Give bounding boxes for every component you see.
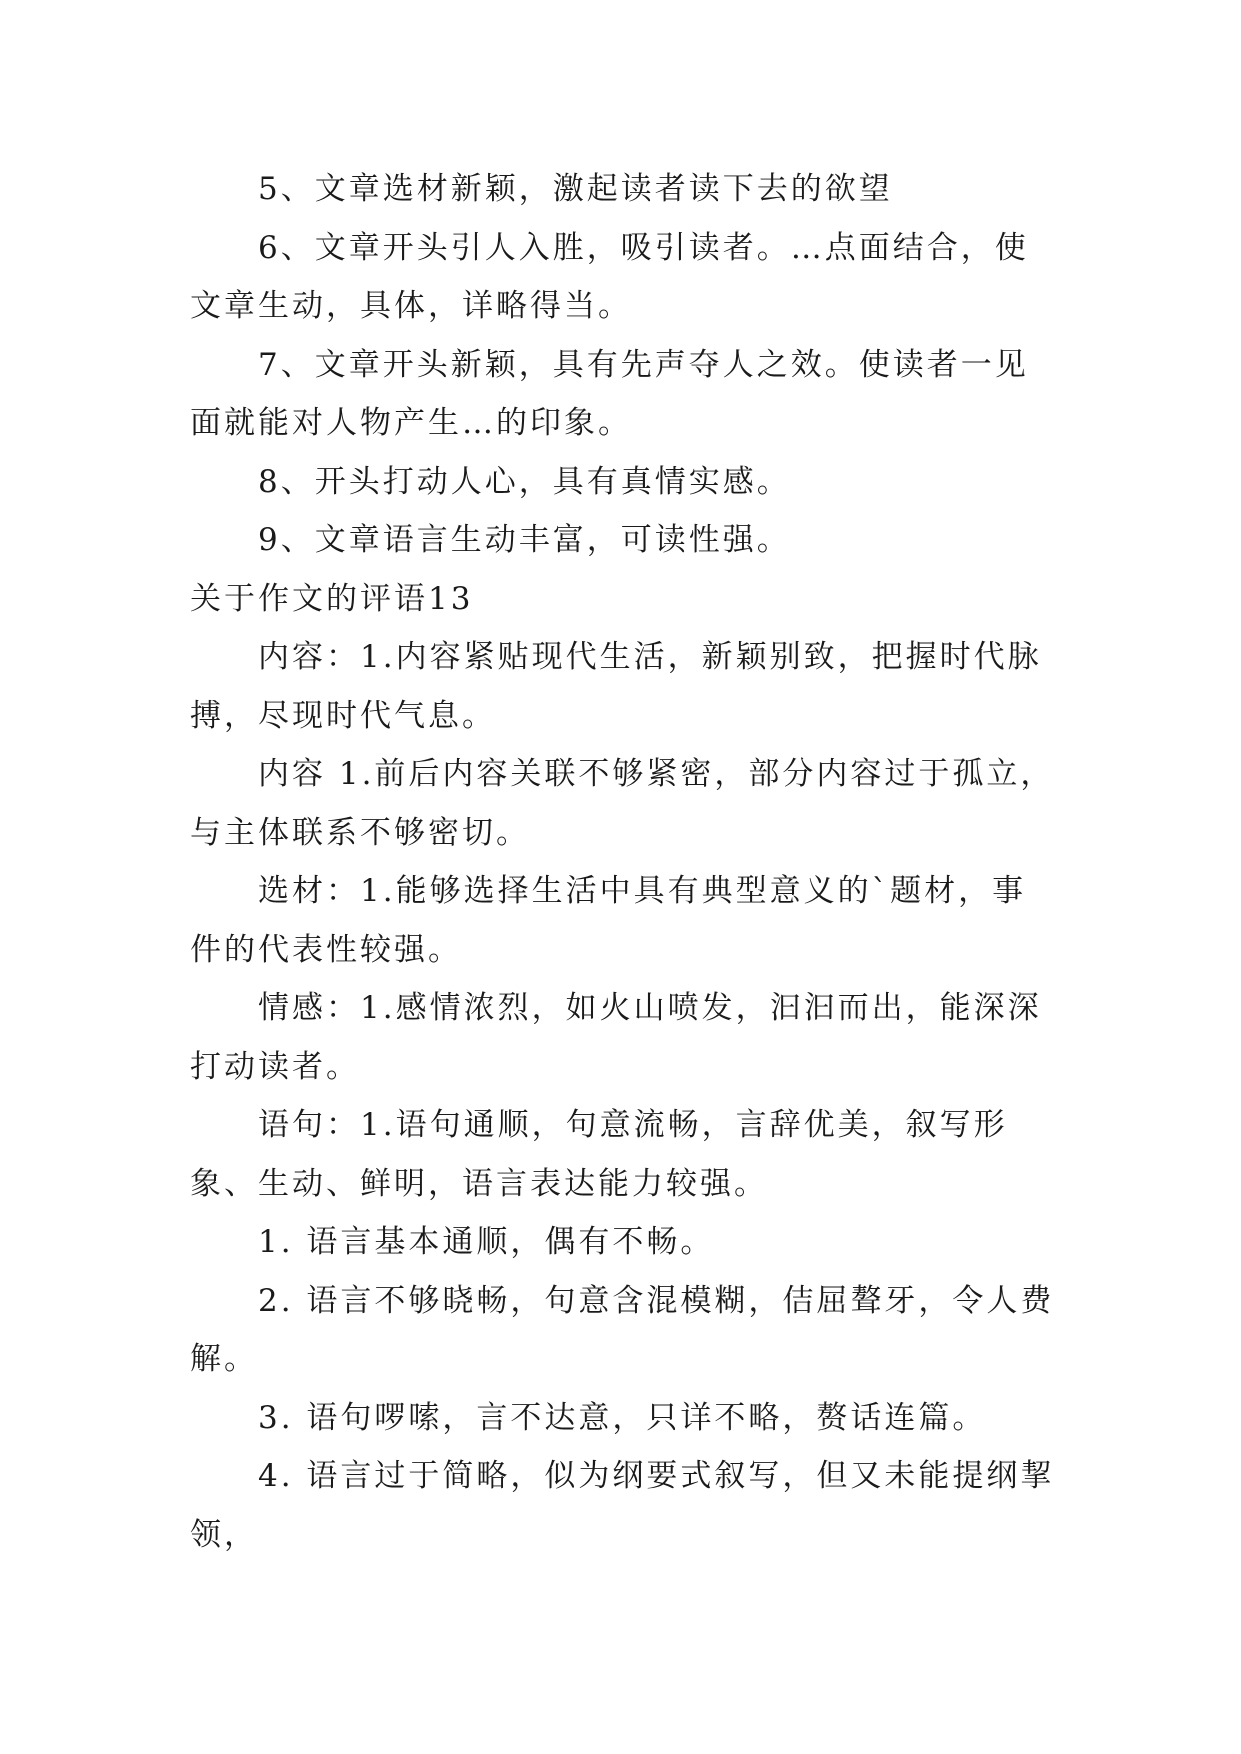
paragraph: 7、文章开头新颖，具有先声夺人之效。使读者一见面就能对人物产生…的印象。: [190, 346, 1029, 441]
paragraph: 选材：1.能够选择生活中具有典型意义的`题材，事件的代表性较强。: [190, 873, 1027, 968]
paragraph: 6、文章开头引人入胜，吸引读者。…点面结合，使文章生动，具体，详略得当。: [190, 229, 1029, 324]
section-heading: 关于作文的评语13: [190, 580, 474, 617]
paragraph: 语句：1.语句通顺，句意流畅，言辞优美，叙写形象、生动、鲜明，语言表达能力较强。: [190, 1107, 1008, 1202]
document-body: [190, 160, 1060, 1564]
paragraph: 情感：1.感情浓烈，如火山喷发，汩汩而出，能深深打动读者。: [190, 990, 1042, 1085]
paragraph: 2. 语言不够晓畅，句意含混模糊，佶屈聱牙，令人费解。: [190, 1282, 1055, 1377]
paragraph: 5、文章选材新颖，激起读者读下去的欲望: [258, 171, 893, 207]
paragraph: 8、开头打动人心，具有真情实感。: [258, 463, 791, 500]
paragraph: 内容 1.前后内容关联不够紧密，部分内容过于孤立，与主体联系不够密切。: [190, 756, 1055, 851]
paragraph: 4. 语言过于简略，似为纲要式叙写，但又未能提纲挈领，: [190, 1458, 1055, 1553]
paragraph: 1. 语言基本通顺，偶有不畅。: [258, 1224, 715, 1260]
paragraph: 9、文章语言生动丰富，可读性强。: [258, 522, 791, 558]
paragraph: 3. 语句啰嗦，言不达意，只详不略，赘话连篇。: [258, 1399, 987, 1436]
paragraph: 内容：1.内容紧贴现代生活，新颖别致，把握时代脉搏，尽现时代气息。: [190, 639, 1042, 734]
